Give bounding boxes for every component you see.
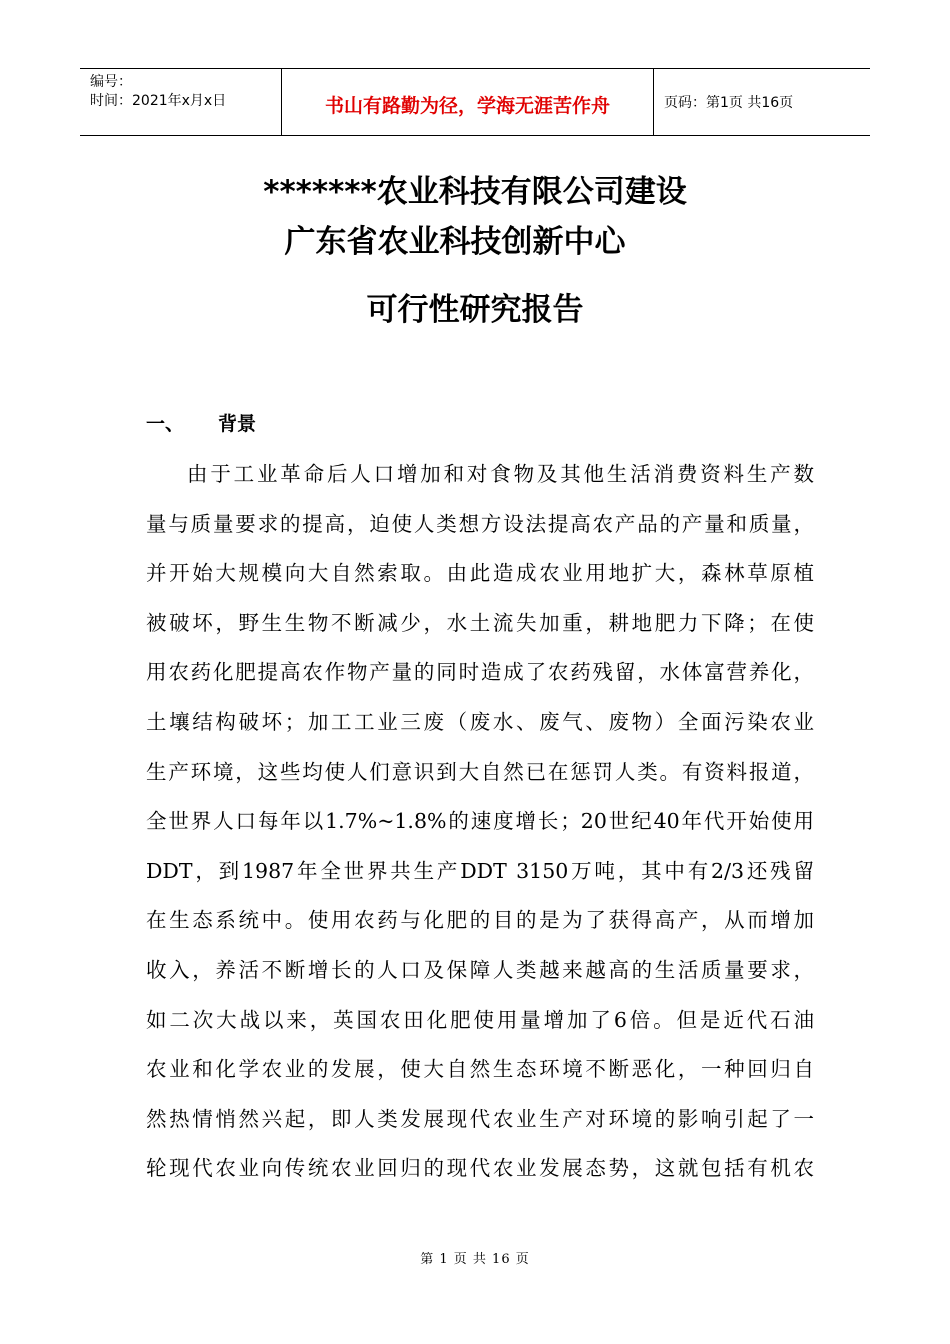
paragraph-line: 生产环境，这些均使人们意识到大自然已在惩罚人类。有资料报道， bbox=[146, 759, 814, 784]
page-footer: 第 1 页 共 16 页 bbox=[420, 1252, 530, 1267]
body-paragraph bbox=[146, 454, 814, 1198]
paragraph-line: 被破坏，野生生物不断减少，水土流失加重，耕地肥力下降；在使 bbox=[146, 610, 814, 635]
paragraph-line: 用农药化肥提高农作物产量的同时造成了农药残留，水体富营养化， bbox=[146, 660, 814, 685]
paragraph-line: 然热情悄然兴起，即人类发展现代农业生产对环境的影响引起了一 bbox=[146, 1106, 814, 1131]
paragraph-line: 量与质量要求的提高，迫使人类想方设法提高农产品的产量和质量， bbox=[146, 511, 814, 536]
paragraph-line: 土壤结构破坏；加工工业三废（废水、废气、废物）全面污染农业 bbox=[146, 709, 814, 734]
paragraph-line: DDT，到1987年全世界共生产DDT 3150万吨，其中有2/3还残留 bbox=[146, 858, 814, 883]
paragraph-line: 并开始大规模向大自然索取。由此造成农业用地扩大，森林草原植 bbox=[146, 561, 814, 586]
time-label: 时间：2021年x月x日 bbox=[90, 93, 227, 109]
title-line-3: 可行性研究报告 bbox=[366, 292, 584, 328]
paragraph-line: 收入，养活不断增长的人口及保障人类越来越高的生活质量要求， bbox=[146, 957, 814, 982]
header-page-cell bbox=[654, 69, 870, 135]
header-meta-cell bbox=[80, 69, 282, 135]
paragraph-line: 全世界人口每年以1.7%~1.8%的速度增长；20世纪40年代开始使用 bbox=[146, 809, 814, 834]
paragraph-line: 轮现代农业向传统农业回归的现代农业发展态势，这就包括有机农 bbox=[146, 1156, 814, 1181]
paragraph-line: 由于工业革命后人口增加和对食物及其他生活消费资料生产数 bbox=[187, 462, 814, 486]
section-number: 一、 bbox=[146, 413, 185, 435]
header-motto-cell bbox=[282, 69, 654, 135]
title-line-1: *******农业科技有限公司建设 bbox=[263, 174, 687, 210]
section-heading bbox=[146, 409, 256, 436]
header-table bbox=[80, 68, 870, 136]
code-label: 编号： bbox=[90, 74, 132, 90]
paragraph-line: 农业和化学农业的发展，使大自然生态环境不断恶化，一种回归自 bbox=[146, 1057, 814, 1082]
section-title: 背景 bbox=[218, 413, 257, 435]
page-info: 页码：第1页 共16页 bbox=[664, 95, 794, 111]
paragraph-line: 如二次大战以来，英国农田化肥使用量增加了6倍。但是近代石油 bbox=[146, 1007, 814, 1032]
paragraph-line: 在生态系统中。使用农药与化肥的目的是为了获得高产，从而增加 bbox=[146, 908, 814, 933]
title-line-2: 广东省农业科技创新中心 bbox=[284, 224, 626, 260]
motto-text: 书山有路勤为径，学海无涯苦作舟 bbox=[324, 94, 610, 117]
